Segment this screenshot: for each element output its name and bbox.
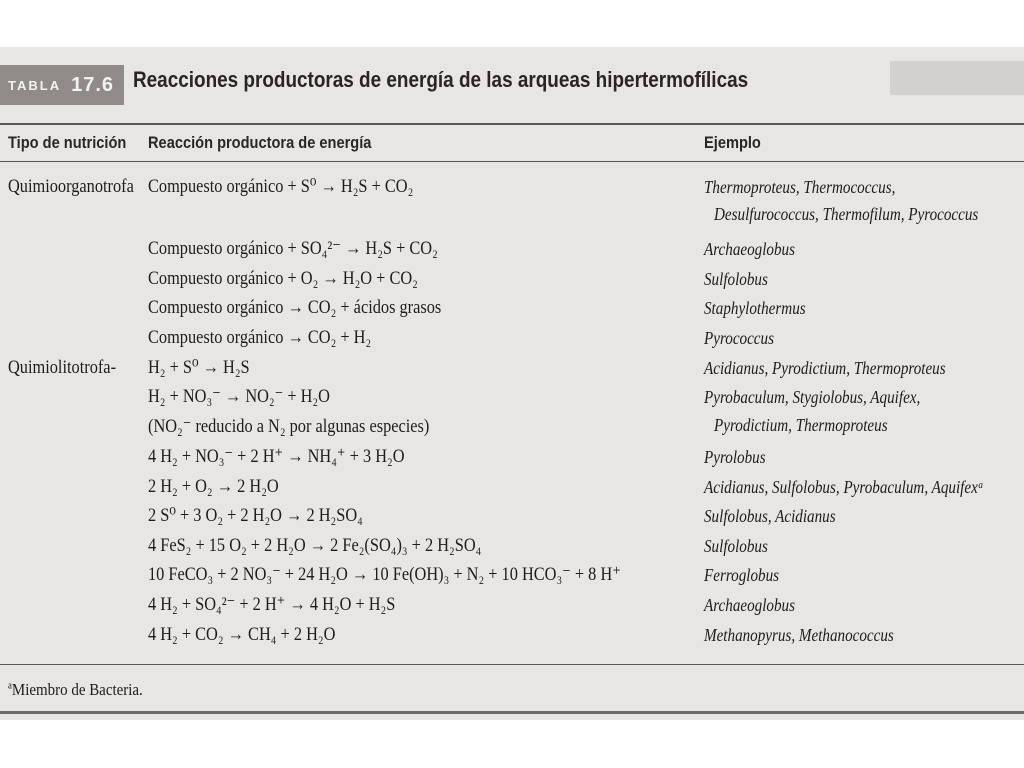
nutrition-type: Quimioorganotrofa xyxy=(8,176,134,197)
table-row xyxy=(0,267,1024,297)
reaction: 4 H₂ + CO₂ → CH₄ + 2 H₂O xyxy=(148,624,336,645)
example: Pyrolobus xyxy=(704,447,766,467)
reaction: 2 S⁰ + 3 O₂ + 2 H₂O → 2 H₂SO₄ xyxy=(148,505,363,526)
example: Sulfolobus xyxy=(704,269,768,289)
top-rule xyxy=(0,123,1024,125)
example-continuation: Desulfurococcus, Thermofilum, Pyrococcus xyxy=(714,204,979,224)
table-row xyxy=(0,475,1024,505)
table-row xyxy=(0,534,1024,564)
bleed-through-area xyxy=(890,61,1024,95)
final-rule xyxy=(0,711,1024,714)
example: Staphylothermus xyxy=(704,298,806,318)
reaction: 4 H₂ + NO₃⁻ + 2 H⁺ → NH₄⁺ + 3 H₂O xyxy=(148,446,405,467)
example: Acidianus, Pyrodictium, Thermoproteus xyxy=(704,358,946,378)
table-row xyxy=(0,175,1024,205)
reaction: Compuesto orgánico + S⁰ → H₂S + CO₂ xyxy=(148,176,414,197)
table-row xyxy=(0,296,1024,326)
reaction: Compuesto orgánico → CO₂ + ácidos grasos xyxy=(148,297,442,318)
table-row xyxy=(0,504,1024,534)
table-number: 17.6 xyxy=(71,73,115,96)
reaction: 4 H₂ + SO₄²⁻ + 2 H⁺ → 4 H₂O + H₂S xyxy=(148,594,396,615)
reaction: H₂ + NO₃⁻ → NO₂⁻ + H₂O xyxy=(148,386,330,407)
column-header-example: Ejemplo xyxy=(704,133,761,152)
reaction: 10 FeCO₃ + 2 NO₃⁻ + 24 H₂O → 10 Fe(OH)₃ + N₂ + 10 HCO₃⁻ + 8 H⁺ xyxy=(148,564,621,585)
bottom-rule xyxy=(0,664,1024,665)
example: Archaeoglobus xyxy=(704,595,795,615)
footnote-marker: a xyxy=(8,680,12,692)
table-row xyxy=(0,356,1024,386)
table-row xyxy=(0,623,1024,653)
example: Ferroglobus xyxy=(704,565,780,585)
example: Pyrococcus xyxy=(704,328,774,348)
header-rule xyxy=(0,161,1024,162)
nutrition-type: Quimiolitotrofa- xyxy=(8,357,117,378)
table-row xyxy=(0,593,1024,623)
table-row xyxy=(0,326,1024,356)
footnote-text: Miembro de Bacteria. xyxy=(11,680,143,699)
scanned-table xyxy=(0,47,1024,720)
reaction: (NO₂⁻ reducido a N₂ por algunas especies) xyxy=(148,416,430,437)
example: Sulfolobus xyxy=(704,536,768,556)
table-label-box xyxy=(0,65,124,105)
example: Sulfolobus, Acidianus xyxy=(704,506,836,526)
table-row xyxy=(0,385,1024,415)
reaction: 2 H₂ + O₂ → 2 H₂O xyxy=(148,476,279,497)
example: Thermoproteus, Thermococcus, xyxy=(704,177,896,197)
example-continuation: Pyrodictium, Thermoproteus xyxy=(714,415,888,435)
table-row xyxy=(0,445,1024,475)
table-row xyxy=(0,237,1024,267)
reaction: H₂ + S⁰ → H₂S xyxy=(148,357,250,378)
reaction: Compuesto orgánico + SO₄²⁻ → H₂S + CO₂ xyxy=(148,238,438,259)
table-label-word: TABLA xyxy=(8,77,62,93)
table-title: Reacciones productoras de energía de las arqueas hipertermofílicas xyxy=(133,67,749,92)
table-row xyxy=(0,563,1024,593)
column-header-reaction: Reacción productora de energía xyxy=(148,133,372,152)
reaction: Compuesto orgánico → CO₂ + H₂ xyxy=(148,327,372,348)
example: Pyrobaculum, Stygiolobus, Aquifex, xyxy=(704,387,921,407)
column-header-type: Tipo de nutrición xyxy=(8,133,127,152)
reaction: 4 FeS₂ + 15 O₂ + 2 H₂O → 2 Fe₂(SO₄)₃ + 2 H₂SO₄ xyxy=(148,535,482,556)
example: Methanopyrus, Methanococcus xyxy=(704,625,894,645)
example: Archaeoglobus xyxy=(704,239,795,259)
example: Acidianus, Sulfolobus, Pyrobaculum, Aquifexᵃ xyxy=(704,477,984,497)
reaction: Compuesto orgánico + O₂ → H₂O + CO₂ xyxy=(148,268,418,289)
footnote xyxy=(8,680,143,700)
